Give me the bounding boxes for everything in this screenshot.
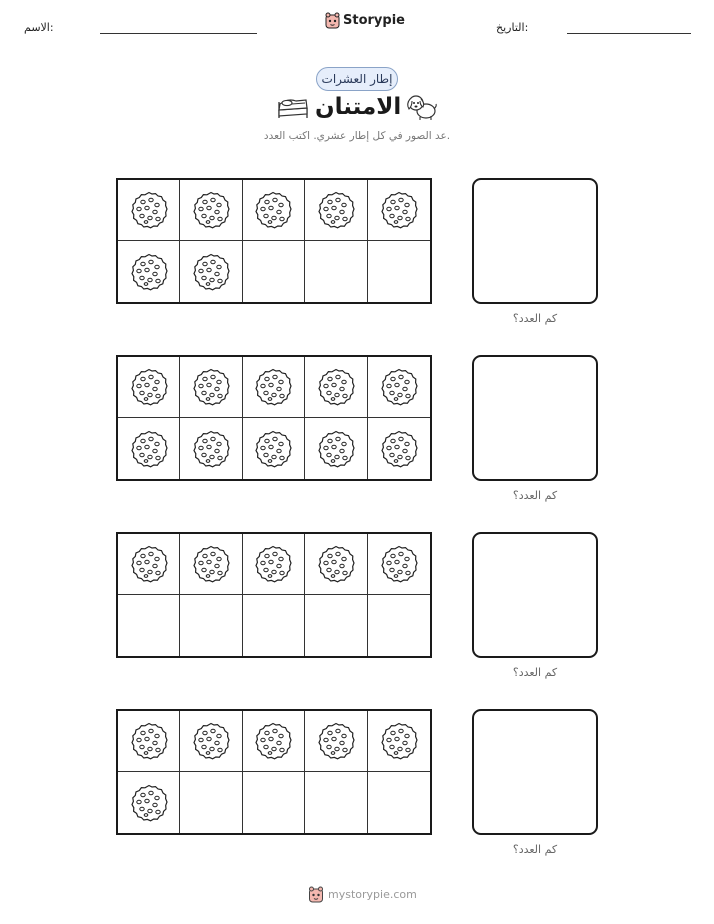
cookie-icon	[380, 722, 418, 760]
cookie-icon	[192, 253, 230, 291]
ten-frame-cell	[368, 711, 430, 772]
footer	[308, 886, 417, 903]
ten-frame-2	[116, 355, 432, 481]
cookie-icon	[254, 722, 292, 760]
ten-frame-cell	[243, 772, 305, 833]
cookie-icon	[380, 430, 418, 468]
cookie-icon	[192, 545, 230, 583]
worksheet-title: الامتنان	[315, 94, 402, 120]
ten-frame-cell	[180, 357, 242, 418]
cookie-icon	[130, 191, 168, 229]
cookie-icon	[192, 430, 230, 468]
mascot-icon	[308, 886, 324, 903]
cookie-icon	[192, 722, 230, 760]
cookie-icon	[317, 722, 355, 760]
cookie-icon	[254, 430, 292, 468]
cookie-icon	[130, 545, 168, 583]
date-label: التاريخ:	[496, 21, 529, 34]
cookie-icon	[317, 430, 355, 468]
count-prompt-4: كم العدد؟	[512, 843, 558, 856]
ten-frame-cell	[368, 418, 430, 479]
puppy-icon	[404, 92, 438, 122]
count-prompt-2: كم العدد؟	[512, 489, 558, 502]
cookie-icon	[192, 191, 230, 229]
ten-frame-3	[116, 532, 432, 658]
ten-frame-cell	[180, 180, 242, 241]
cookie-icon	[254, 368, 292, 406]
ten-frame-cell	[180, 241, 242, 302]
ten-frame-4	[116, 709, 432, 835]
ten-frame-cell	[243, 357, 305, 418]
ten-frame-cell	[243, 241, 305, 302]
ten-frame-cell	[368, 180, 430, 241]
cookie-icon	[254, 191, 292, 229]
ten-frame-cell	[368, 772, 430, 833]
ten-frame-cell	[305, 595, 367, 656]
ten-frame-cell	[180, 711, 242, 772]
ten-frame-cell	[118, 180, 180, 241]
brand-name: Storypie	[343, 13, 405, 28]
name-label: الاسم:	[24, 21, 54, 34]
date-line[interactable]	[567, 33, 691, 34]
ten-frame-cell	[368, 534, 430, 595]
answer-box-1[interactable]	[472, 178, 598, 304]
ten-frame-cell	[305, 534, 367, 595]
ten-frame-cell	[368, 357, 430, 418]
ten-frame-cell	[305, 357, 367, 418]
name-line[interactable]	[100, 33, 257, 34]
mascot-icon	[325, 12, 340, 29]
ten-frame-1	[116, 178, 432, 304]
brand-logo	[325, 12, 405, 29]
cookie-icon	[130, 430, 168, 468]
ten-frame-cell	[118, 357, 180, 418]
ten-frame-cell	[305, 241, 367, 302]
ten-frame-badge: إطار العشرات	[316, 67, 398, 91]
ten-frame-cell	[180, 772, 242, 833]
ten-frame-cell	[180, 534, 242, 595]
ten-frame-cell	[305, 711, 367, 772]
ten-frame-cell	[243, 418, 305, 479]
ten-frame-cell	[243, 711, 305, 772]
count-prompt-1: كم العدد؟	[512, 312, 558, 325]
cookie-icon	[130, 368, 168, 406]
footer-url[interactable]: mystorypie.com	[328, 888, 417, 901]
ten-frame-cell	[118, 711, 180, 772]
cookie-icon	[317, 191, 355, 229]
ten-frame-cell	[368, 595, 430, 656]
answer-box-4[interactable]	[472, 709, 598, 835]
ten-frame-cell	[305, 180, 367, 241]
ten-frame-cell	[368, 241, 430, 302]
ten-frame-cell	[118, 595, 180, 656]
cookie-icon	[130, 722, 168, 760]
bed-icon	[276, 92, 310, 122]
instructions: عد الصور في كل إطار عشري. اكتب العدد.	[263, 130, 451, 142]
answer-box-3[interactable]	[472, 532, 598, 658]
cookie-icon	[192, 368, 230, 406]
cookie-icon	[254, 545, 292, 583]
count-prompt-3: كم العدد؟	[512, 666, 558, 679]
ten-frame-cell	[243, 534, 305, 595]
cookie-icon	[317, 368, 355, 406]
ten-frame-cell	[305, 772, 367, 833]
ten-frame-cell	[243, 595, 305, 656]
cookie-icon	[380, 545, 418, 583]
ten-frame-cell	[305, 418, 367, 479]
ten-frame-cell	[118, 772, 180, 833]
cookie-icon	[130, 784, 168, 822]
answer-box-2[interactable]	[472, 355, 598, 481]
ten-frame-cell	[118, 534, 180, 595]
ten-frame-cell	[180, 418, 242, 479]
ten-frame-cell	[118, 418, 180, 479]
cookie-icon	[317, 545, 355, 583]
ten-frame-cell	[180, 595, 242, 656]
ten-frame-cell	[243, 180, 305, 241]
cookie-icon	[130, 253, 168, 291]
ten-frame-cell	[118, 241, 180, 302]
cookie-icon	[380, 191, 418, 229]
cookie-icon	[380, 368, 418, 406]
